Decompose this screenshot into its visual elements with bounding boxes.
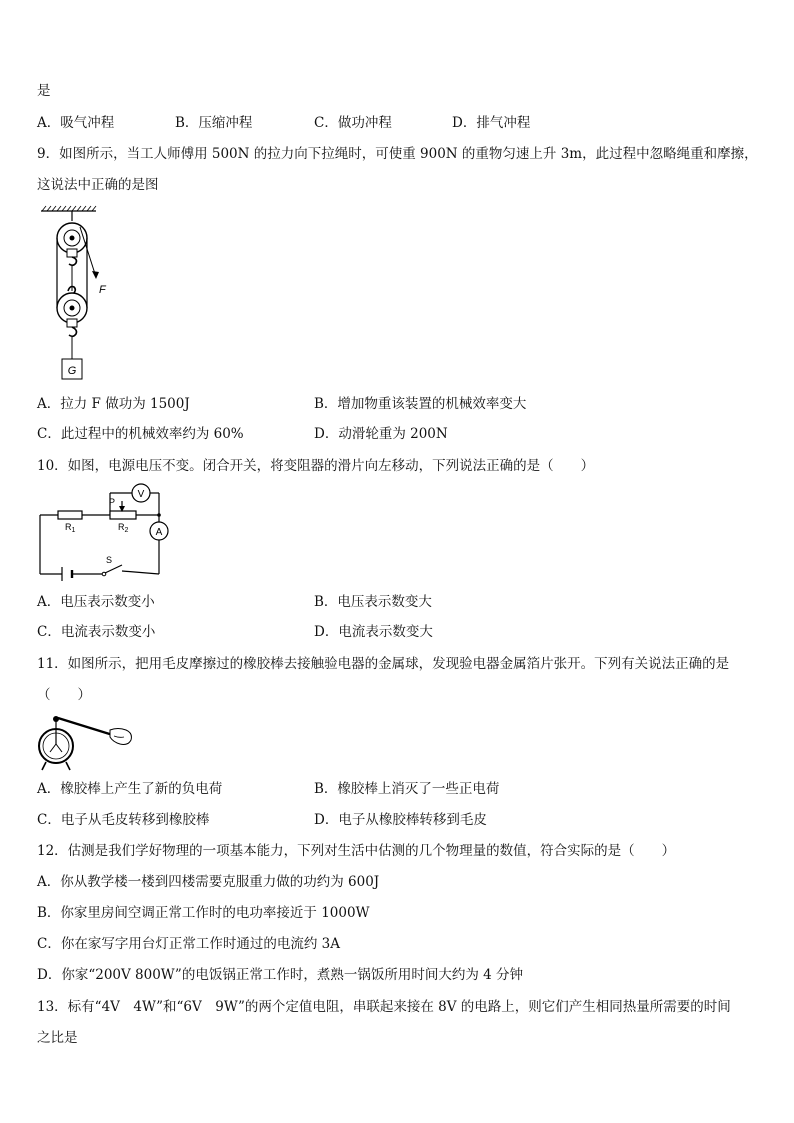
q11-option-a: A．橡胶棒上产生了新的负电荷 bbox=[37, 781, 223, 797]
q12-option-c: C．你在家写字用台灯正常工作时通过的电流约 3A bbox=[37, 936, 340, 952]
q9-stem-line2: 这说法中正确的是图 bbox=[37, 177, 159, 193]
q8-option-a: A．吸气冲程 bbox=[37, 115, 115, 131]
q9-option-a: A．拉力 F 做功为 1500J bbox=[37, 396, 190, 412]
hand-icon bbox=[110, 729, 131, 745]
switch-label: S bbox=[106, 555, 113, 565]
circuit-figure bbox=[36, 481, 171, 581]
q9-option-c: C．此过程中的机械效率约为 60% bbox=[37, 426, 244, 442]
resistor-r1 bbox=[58, 511, 82, 519]
q10-option-a: A．电压表示数变小 bbox=[37, 594, 155, 610]
q10-option-c: C．电流表示数变小 bbox=[37, 624, 156, 640]
pulley-figure bbox=[36, 205, 126, 385]
ammeter-label: A bbox=[155, 527, 163, 538]
q9-stem-line1: 9．如图所示，当工人师傅用 500N 的拉力向下拉绳时，可使重 900N 的重物匀速上升 3m，此过程中忽略绳重和摩擦， bbox=[37, 146, 758, 162]
q12-option-d: D．你家“200V 800W”的电饭锅正常工作时，煮熟一锅饭所用时间大约为 4 分钟 bbox=[37, 967, 523, 983]
weight-label: G bbox=[67, 365, 77, 377]
q13-stem-line2: 之比是 bbox=[37, 1030, 78, 1046]
electroscope-figure bbox=[36, 710, 136, 772]
q9-option-b: B．增加物重该装置的机械效率变大 bbox=[314, 396, 527, 412]
ceiling-hatch bbox=[42, 206, 96, 211]
prev-question-fragment: 是 bbox=[37, 83, 51, 99]
q8-option-b: B．压缩冲程 bbox=[175, 115, 253, 131]
slider-label: P bbox=[109, 497, 116, 507]
q11-stem-line2: （ ） bbox=[37, 687, 91, 703]
q11-stem-line1: 11．如图所示，把用毛皮摩擦过的橡胶棒去接触验电器的金属球，发现验电器金属箔片张开。下列有关说法正确的是 bbox=[37, 656, 730, 672]
rheostat-r2 bbox=[110, 511, 136, 519]
q11-option-d: D．电子从橡胶棒转移到毛皮 bbox=[314, 812, 487, 828]
switch bbox=[105, 565, 122, 573]
voltmeter-label: V bbox=[137, 489, 145, 500]
hook-icon bbox=[69, 257, 77, 265]
r1-label: $R_1$ bbox=[65, 522, 76, 534]
q12-option-b: B．你家里房间空调正常工作时的电功率接近于 1000W bbox=[37, 905, 370, 921]
q9-option-d: D．动滑轮重为 200N bbox=[314, 426, 448, 442]
q8-option-d: D．排气冲程 bbox=[452, 115, 531, 131]
q8-option-c: C．做功冲程 bbox=[314, 115, 392, 131]
q10-option-d: D．电流表示数变大 bbox=[314, 624, 433, 640]
q10-stem: 10．如图，电源电压不变。闭合开关，将变阻器的滑片向左移动，下列说法正确的是（ ） bbox=[37, 458, 595, 474]
q12-stem: 12．估测是我们学好物理的一项基本能力，下列对生活中估测的几个物理量的数值，符合实际的是（ ） bbox=[37, 843, 676, 859]
force-arrow bbox=[92, 271, 99, 279]
r2-label: $R_2$ bbox=[118, 522, 129, 534]
q11-option-c: C．电子从毛皮转移到橡胶棒 bbox=[37, 812, 210, 828]
force-label: F bbox=[99, 284, 106, 296]
q13-stem-line1: 13．标有“4V 4W”和“6V 9W”的两个定值电阻，串联起来接在 8V 的电路上，则它们产生相同热量所需要的时间 bbox=[37, 999, 731, 1015]
q11-option-b: B．橡胶棒上消灭了一些正电荷 bbox=[314, 781, 500, 797]
q10-option-b: B．电压表示数变大 bbox=[314, 594, 432, 610]
q12-option-a: A．你从教学楼一楼到四楼需要克服重力做的功约为 600J bbox=[37, 874, 380, 890]
